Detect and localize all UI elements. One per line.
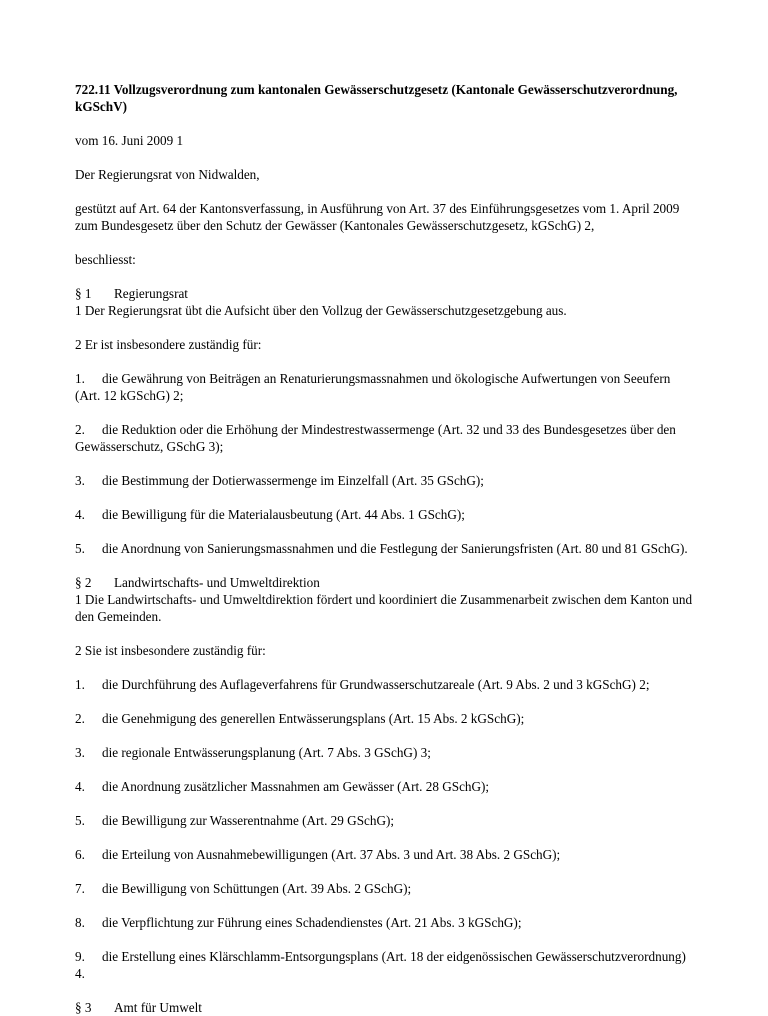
section-2-paragraph-2: 2 Sie ist insbesondere zuständig für: (75, 643, 266, 658)
list-item: 2. die Reduktion oder die Erhöhung der Mindestrestwassermenge (Art. 32 und 33 des Bundesgesetzes über den Gewässerschutz, GSchG 3); (75, 422, 676, 454)
list-item: 4. die Bewilligung für die Materialausbeutung (Art. 44 Abs. 1 GSchG); (75, 507, 465, 522)
issuer-line: Der Regierungsrat von Nidwalden, (75, 167, 260, 182)
section-3-title: Amt für Umwelt (114, 1000, 202, 1015)
list-item: 3. die regionale Entwässerungsplanung (Art. 7 Abs. 3 GSchG) 3; (75, 745, 431, 760)
legal-basis: gestützt auf Art. 64 der Kantonsverfassung, in Ausführung von Art. 37 des Einführungsgesetzes vom 1. April 2009 zum Bundesgesetz über den Schutz der Gewässer (Kantonales Gewässerschutzgesetz, kGSchG) 2, (75, 201, 680, 233)
list-item: 5. die Bewilligung zur Wasserentnahme (Art. 29 GSchG); (75, 813, 395, 828)
document-page (75, 81, 695, 1016)
document-title: 722.11 Vollzugsverordnung zum kantonalen Gewässerschutzgesetz (Kantonale Gewässerschutzverordnung, kGSchV) (75, 82, 678, 114)
list-item: 1. die Gewährung von Beiträgen an Renaturierungsmassnahmen und ökologische Aufwertungen von Seeufern (Art. 12 kGSchG) 2; (75, 371, 671, 403)
section-1-paragraph-2: 2 Er ist insbesondere zuständig für: (75, 337, 262, 352)
section-1-paragraph-1: 1 Der Regierungsrat übt die Aufsicht über den Vollzug der Gewässerschutzgesetzgebung aus. (75, 303, 567, 318)
section-2-heading (75, 574, 695, 591)
list-item: 3. die Bestimmung der Dotierwassermenge im Einzelfall (Art. 35 GSchG); (75, 473, 484, 488)
section-3-heading (75, 999, 695, 1016)
section-1-title: Regierungsrat (114, 286, 188, 301)
section-2-title: Landwirtschafts- und Umweltdirektion (114, 575, 320, 590)
list-item: 2. die Genehmigung des generellen Entwässerungsplans (Art. 15 Abs. 2 kGSchG); (75, 711, 525, 726)
section-3-number: § 3 (75, 1000, 92, 1015)
section-1-heading (75, 285, 695, 302)
list-item: 9. die Erstellung eines Klärschlamm-Entsorgungsplans (Art. 18 der eidgenössischen Gewässerschutzverordnung) 4. (75, 949, 686, 981)
list-item: 1. die Durchführung des Auflageverfahrens für Grundwasserschutzareale (Art. 9 Abs. 2 und 3 kGSchG) 2; (75, 677, 650, 692)
section-1-number: § 1 (75, 286, 92, 301)
document-date: vom 16. Juni 2009 1 (75, 133, 184, 148)
list-item: 5. die Anordnung von Sanierungsmassnahmen und die Festlegung der Sanierungsfristen (Art. 80 und 81 GSchG). (75, 541, 688, 556)
list-item: 4. die Anordnung zusätzlicher Massnahmen am Gewässer (Art. 28 GSchG); (75, 779, 490, 794)
section-2-paragraph-1: 1 Die Landwirtschafts- und Umweltdirektion fördert und koordiniert die Zusammenarbeit zwischen dem Kanton und den Gemeinden. (75, 592, 693, 624)
list-item: 7. die Bewilligung von Schüttungen (Art. 39 Abs. 2 GSchG); (75, 881, 412, 896)
decision-line: beschliesst: (75, 252, 136, 267)
list-item: 8. die Verpflichtung zur Führung eines Schadendienstes (Art. 21 Abs. 3 kGSchG); (75, 915, 522, 930)
section-2-number: § 2 (75, 575, 92, 590)
list-item: 6. die Erteilung von Ausnahmebewilligungen (Art. 37 Abs. 3 und Art. 38 Abs. 2 GSchG); (75, 847, 561, 862)
